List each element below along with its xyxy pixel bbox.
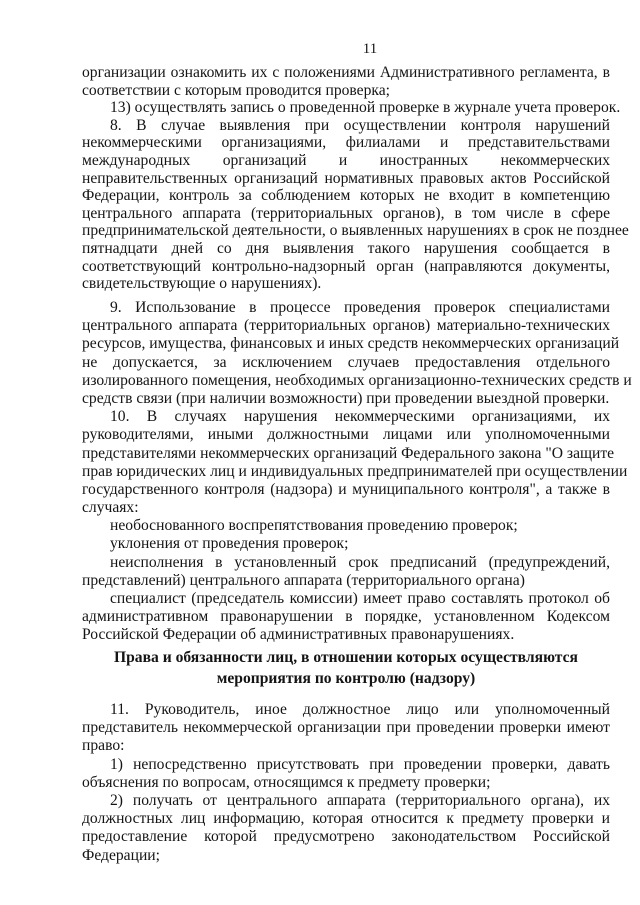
text-line: необоснованного воспрепятствования проведению проверок; bbox=[110, 517, 518, 535]
paragraph bbox=[82, 517, 610, 535]
text-line: неправительственных организаций нормативных правовых актов Российской bbox=[82, 169, 610, 187]
text-line: 9. Использование в процессе проведения проверок специалистами bbox=[110, 299, 610, 316]
text-line: руководителями, иными должностными лицами или уполномоченными bbox=[82, 426, 610, 444]
text-line: центрального аппарата (территориальных органов) материально-технических bbox=[82, 317, 610, 335]
text-line: объяснения по вопросам, относящимся к предмету проверки; bbox=[82, 773, 491, 791]
text-line: представителями некоммерческих организаций Федерального закона "О защите bbox=[82, 444, 615, 462]
text-line: представитель некоммерческой организации при проведении проверки имеют bbox=[82, 719, 610, 737]
text-block-3 bbox=[82, 701, 610, 865]
text-line: 11. Руководитель, иное должностное лицо или уполномоченный bbox=[110, 701, 610, 718]
text-line: 13) осуществлять запись о проведенной проверке в журнале учета проверок. bbox=[110, 99, 621, 117]
text-line: Федерации, контроль за соблюдением которых не входит в компетенцию bbox=[82, 187, 610, 205]
text-line: соответствии с которым проводится проверка; bbox=[82, 81, 390, 99]
text-line: право: bbox=[82, 737, 125, 755]
paragraph bbox=[82, 408, 628, 517]
text-line: неисполнения в установленный срок предписаний (предупреждений, bbox=[110, 553, 610, 571]
text-line: прав юридических лиц и индивидуальных предпринимателей при осуществлении bbox=[82, 462, 628, 480]
text-line: средств связи (при наличии возможности) при проведении выездной проверки. bbox=[82, 389, 610, 407]
text-line: 8. В случае выявления при осуществлении контроля нарушений bbox=[110, 116, 610, 134]
text-line: изолированного помещения, необходимых организационно-технических средств и bbox=[82, 371, 632, 389]
paragraph bbox=[82, 64, 610, 99]
paragraph bbox=[82, 116, 629, 293]
text-line: уклонения от проведения проверок; bbox=[110, 535, 349, 553]
text-line: свидетельствующие о нарушениях). bbox=[82, 275, 322, 293]
text-block-1 bbox=[82, 64, 629, 293]
text-line: должностных лиц информацию, которая относится к предмету проверки и bbox=[82, 810, 610, 828]
text-line: предоставление которой предусмотрено законодательством Российской bbox=[82, 828, 610, 846]
paragraph bbox=[82, 99, 621, 117]
paragraph bbox=[82, 701, 610, 756]
paragraph bbox=[82, 299, 632, 408]
paragraph bbox=[82, 535, 610, 553]
text-line: ресурсов, имущества, финансовых и иных средств некоммерческих организаций bbox=[82, 335, 620, 353]
text-line: специалист (председатель комиссии) имеет право составлять протокол об bbox=[110, 590, 610, 607]
page-number: 11 bbox=[362, 41, 378, 57]
text-line: представлений) центрального аппарата (территориального органа) bbox=[82, 571, 525, 589]
section-heading-line: мероприятия по контролю (надзору) bbox=[216, 670, 476, 687]
text-line: центрального аппарата (территориальных органов), в том числе в сфере bbox=[82, 204, 610, 222]
text-line: соответствующий контрольно-надзорный орган (направляются документы, bbox=[82, 257, 610, 275]
text-line: 10. В случаях нарушения некоммерческими организациями, их bbox=[110, 408, 610, 426]
text-block-2 bbox=[82, 299, 632, 645]
text-line: пятнадцати дней со дня выявления такого нарушения сообщается в bbox=[82, 239, 610, 257]
paragraph bbox=[82, 554, 610, 590]
text-line: 2) получать от центрального аппарата (территориального органа), их bbox=[110, 791, 610, 809]
text-line: административном правонарушении в порядке, установленном Кодексом bbox=[82, 608, 610, 626]
paragraph bbox=[82, 590, 610, 645]
paragraph bbox=[82, 756, 610, 792]
text-line: некоммерческими организациями, филиалами и представительствами bbox=[82, 134, 610, 152]
text-line: случаях: bbox=[82, 499, 139, 517]
text-line: 1) непосредственно присутствовать при проведении проверки, давать bbox=[110, 755, 610, 773]
text-line: предпринимательской деятельности, о выявленных нарушениях в срок не позднее bbox=[82, 222, 629, 240]
text-line: Федерации; bbox=[82, 846, 160, 864]
text-line: организации ознакомить их с положениями Административного регламента, в bbox=[82, 64, 610, 81]
section-heading bbox=[82, 647, 610, 689]
text-line: Российской Федерации об административных правонарушениях. bbox=[82, 626, 515, 644]
paragraph bbox=[82, 792, 610, 865]
text-line: международных организаций и иностранных некоммерческих bbox=[82, 151, 610, 169]
text-line: государственного контроля (надзора) и муниципального контроля", а также в bbox=[82, 480, 610, 498]
section-heading-line: Права и обязанности лиц, в отношении которых осуществляются bbox=[114, 649, 578, 666]
text-line: не допускается, за исключением случаев предоставления отдельного bbox=[82, 353, 610, 371]
